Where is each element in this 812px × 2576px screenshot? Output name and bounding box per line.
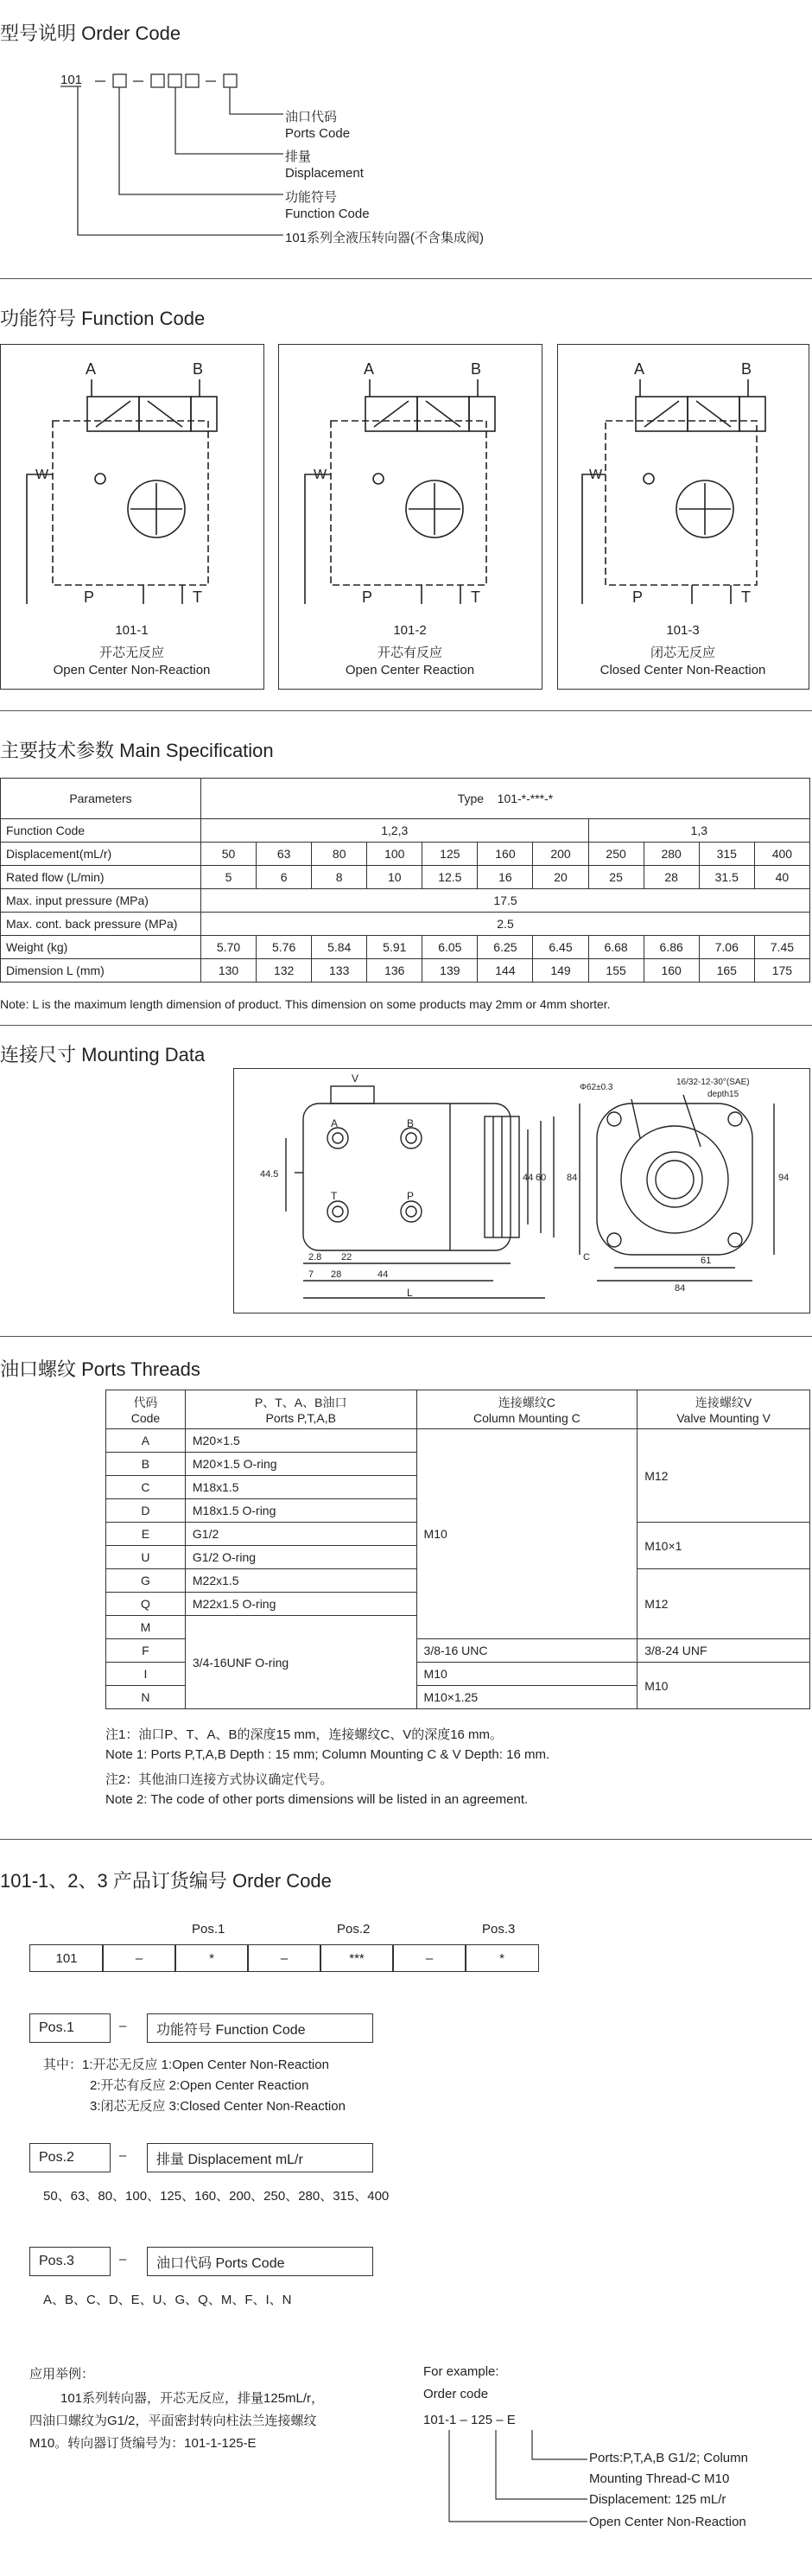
pos1-dash: – [119,2019,127,2033]
spec-cell: 6.25 [478,936,533,959]
dim-t: T [331,1190,338,1202]
port-label-t: T [193,588,202,606]
port-thread: G1/2 O-ring [185,1546,416,1569]
spec-cell: 12.5 [422,866,478,889]
pos2-label: Pos.2 [29,2143,111,2172]
order-label-en-0: Ports Code [285,126,351,141]
ports-header-column: 连接螺纹C Column Mounting C [416,1390,638,1429]
spec-cell: 6.86 [644,936,699,959]
ports-header-valve: 连接螺纹V Valve Mounting V [638,1390,810,1429]
dim-a: A [331,1117,339,1129]
order-series-label: 101系列全液压转向器(不含集成阀) [285,231,485,245]
function-box-2 [278,344,542,690]
spec-row-label: Dimension L (mm) [1,959,201,983]
spec-cell: 7.06 [699,936,754,959]
ports-note: Note 2: The code of other ports dimensions will be listed in an agreement. [105,1792,529,1807]
function-code-title: 功能符号 Function Code [0,308,206,329]
spec-cell: 40 [754,866,809,889]
spec-cell: 10 [367,866,422,889]
spec-cell: 139 [422,959,478,983]
pos1-line: 2:开芯有反应 2:Open Center Reaction [90,2078,309,2093]
port-label-p: P [84,588,95,606]
dim-44: 44 [377,1269,389,1280]
function-en-3: Closed Center Non-Reaction [599,663,766,677]
ports-header-code: 代码 Code [106,1390,186,1429]
order-title: 101-1、2、3 产品订货编号 Order Code [0,1870,332,1892]
spec-row-label: Displacement(mL/r) [1,843,201,866]
ports-table [105,1390,810,1709]
section-divider [0,278,812,279]
dim-61: 61 [701,1256,712,1266]
port-thread: M20×1.5 [185,1429,416,1453]
example-en-code: 101-1 – 125 – E [423,2413,516,2427]
port-code: I [106,1663,186,1686]
spec-cell: 175 [754,959,809,983]
port-code: M [106,1616,186,1639]
function-zh-2: 开芯有反应 [377,646,442,660]
port-label-a: A [634,360,645,378]
example-zh-title: 应用举例： [29,2367,95,2382]
dim-l: L [407,1287,413,1299]
spec-cell: 144 [478,959,533,983]
dim-b: B [407,1117,415,1129]
order-cell: * [465,1944,539,1972]
section-divider [0,1025,812,1026]
mounting-drawing [233,1068,810,1313]
dim-28: 28 [331,1269,342,1280]
port-label-t: T [471,588,480,606]
valve-thread: 3/8-24 UNF [638,1639,810,1663]
dim-depth: depth15 [707,1090,739,1099]
pos2-desc: 排量 Displacement mL/r [147,2143,373,2172]
port-label-w: W [314,467,327,482]
example-en-l2: Order code [423,2387,489,2401]
port-label-b: B [193,360,204,378]
dim-7: 7 [308,1269,314,1280]
example-ann: Ports:P,T,A,B G1/2; Column [589,2451,748,2465]
port-label-w: W [35,467,49,482]
dim-94: 94 [778,1173,790,1183]
spec-row-label: Max. input pressure (MPa) [1,889,201,913]
dim-c: C [583,1252,590,1263]
dim-84b: 84 [675,1283,686,1294]
order-code-prefix: 101 [60,73,83,87]
spec-cell: 136 [367,959,422,983]
function-box-1 [0,344,264,690]
order-cell: – [392,1944,466,1972]
section-divider [0,1839,812,1840]
port-thread: G1/2 [185,1523,416,1546]
order-label-zh-0: 油口代码 [285,110,338,124]
spec-cell: 315 [699,843,754,866]
order-label-zh-1: 排量 [285,149,312,164]
spec-cell: 20 [533,866,588,889]
spec-cell: 25 [588,866,644,889]
dim-phi62: Φ62±0.3 [580,1083,613,1092]
order-cell: – [102,1944,176,1972]
spec-cell: 6.68 [588,936,644,959]
port-code: B [106,1453,186,1476]
order-cell: – [247,1944,321,1972]
spec-row-label: Max. cont. back pressure (MPa) [1,913,201,936]
port-code: Q [106,1593,186,1616]
spec-cell: 1,2,3 [201,819,589,843]
port-label-p: P [362,588,373,606]
spec-cell: 400 [754,843,809,866]
port-code: A [106,1429,186,1453]
spec-cell: 155 [588,959,644,983]
example-zh-line: 四油口螺纹为G1/2，平面密封转向柱法兰连接螺纹 [29,2414,317,2428]
port-thread: M22x1.5 [185,1569,416,1593]
dim-2-8: 2.8 [308,1252,322,1263]
order-label-zh-2: 功能符号 [285,190,338,205]
spec-header-type: Type 101-*-***-* [201,779,810,819]
spec-cell: 5.84 [312,936,367,959]
valve-thread: M12 [638,1569,810,1639]
valve-thread: M10 [638,1663,810,1709]
spec-cell: 132 [257,959,312,983]
order-label-en-2: Function Code [285,207,370,221]
spec-cell: 31.5 [699,866,754,889]
spec-cell: 6.45 [533,936,588,959]
port-thread: M18x1.5 O-ring [185,1499,416,1523]
port-label-a: A [86,360,97,378]
example-ann: Open Center Non-Reaction [589,2515,746,2529]
port-code: E [106,1523,186,1546]
ports-title: 油口螺纹 Ports Threads [0,1358,200,1380]
port-code: G [106,1569,186,1593]
spec-cell: 6 [257,866,312,889]
spec-cell: 125 [422,843,478,866]
column-thread: 3/8-16 UNC [416,1639,638,1663]
port-label-b: B [741,360,752,378]
spec-cell: 133 [312,959,367,983]
example-zh-line: 101系列转向器，开芯无反应，排量125mL/r， [60,2391,325,2406]
spec-cell: 5.76 [257,936,312,959]
port-thread: M22x1.5 O-ring [185,1593,416,1616]
spec-title: 主要技术参数 Main Specification [0,740,274,761]
spec-cell: 16 [478,866,533,889]
pos3-values: A、B、C、D、E、U、G、Q、M、F、I、N [43,2293,292,2307]
pos-label-2: Pos.2 [337,1922,371,1937]
function-box-3 [557,344,809,690]
spec-cell: 280 [644,843,699,866]
pos1-line: 3:闭芯无反应 3:Closed Center Non-Reaction [90,2099,346,2114]
spec-cell: 130 [201,959,257,983]
order-label-en-1: Displacement [285,166,364,181]
port-label-p: P [632,588,644,606]
mounting-drawing-icon [234,1069,809,1313]
spec-table [0,778,810,983]
order-cell: *** [320,1944,394,1972]
dim-84: 84 [567,1173,578,1183]
spec-cell: 2.5 [201,913,810,936]
spec-cell: 28 [644,866,699,889]
spec-cell: 5.91 [367,936,422,959]
port-thread: 3/4-16UNF O-ring [185,1616,416,1709]
spec-header-params: Parameters [1,779,201,819]
order-code-diagram [0,0,812,259]
dim-60: 60 [536,1173,547,1183]
spec-cell: 100 [367,843,422,866]
port-label-b: B [471,360,482,378]
valve-thread: M10×1 [638,1523,810,1569]
pos-label-3: Pos.3 [482,1922,516,1937]
port-thread: M18x1.5 [185,1476,416,1499]
spec-cell: 7.45 [754,936,809,959]
spec-cell: 160 [478,843,533,866]
pos3-label: Pos.3 [29,2247,111,2276]
spec-row-label: Function Code [1,819,201,843]
port-code: C [106,1476,186,1499]
spec-cell: 80 [312,843,367,866]
port-label-w: W [589,467,603,482]
pos3-desc: 油口代码 Ports Code [147,2247,373,2276]
spec-row-label: Rated flow (L/min) [1,866,201,889]
dim-spline: 16/32-12-30°(SAE) [676,1078,750,1087]
order-cell: 101 [29,1944,104,1972]
dim-p: P [407,1190,415,1202]
function-en-2: Open Center Reaction [345,663,475,677]
pos2-dash: – [119,2148,127,2163]
pos1-line: 其中：1:开芯无反应 1:Open Center Non-Reaction [43,2058,329,2072]
pos1-label: Pos.1 [29,2013,111,2043]
port-label-t: T [741,588,751,606]
dim-44v: 44 [523,1173,534,1183]
pos-label-1: Pos.1 [192,1922,225,1937]
column-thread: M10×1.25 [416,1686,638,1709]
valve-thread: M12 [638,1429,810,1523]
ports-note: 注1：油口P、T、A、B的深度15 mm，连接螺纹C、V的深度16 mm。 [105,1727,504,1742]
spec-cell: 165 [699,959,754,983]
function-code-1: 101-1 [115,623,149,638]
section-divider [0,1336,812,1337]
ports-header-ports: P、T、A、B油口 Ports P,T,A,B [185,1390,416,1429]
spec-cell: 160 [644,959,699,983]
function-code-3: 101-3 [666,623,700,638]
spec-cell: 6.05 [422,936,478,959]
function-zh-3: 闭芯无反应 [650,646,715,660]
order-code-title: 型号说明 Order Code [0,22,181,44]
dim-44-5: 44.5 [260,1169,279,1180]
mounting-title: 连接尺寸 Mounting Data [0,1044,206,1065]
example-zh-line: M10。转向器订货编号为：101-1-125-E [29,2436,257,2451]
ports-note: Note 1: Ports P,T,A,B Depth : 15 mm; Column Mounting C & V Depth: 16 mm. [105,1747,550,1762]
spec-cell: 200 [533,843,588,866]
spec-cell: 250 [588,843,644,866]
spec-cell: 8 [312,866,367,889]
spec-cell: 63 [257,843,312,866]
port-label-a: A [364,360,375,378]
function-en-1: Open Center Non-Reaction [53,663,211,677]
spec-cell: 5.70 [201,936,257,959]
port-code: N [106,1686,186,1709]
spec-cell: 50 [201,843,257,866]
example-ann: Mounting Thread-C M10 [589,2471,730,2486]
pos3-dash: – [119,2252,127,2267]
order-cell: * [174,1944,249,1972]
port-code: D [106,1499,186,1523]
column-thread: M10 [416,1663,638,1686]
ports-note: 注2：其他油口连接方式协议确定代号。 [105,1772,333,1787]
port-thread: M20×1.5 O-ring [185,1453,416,1476]
port-code: F [106,1639,186,1663]
port-code: U [106,1546,186,1569]
pos2-values: 50、63、80、100、125、160、200、250、280、315、400 [43,2189,390,2204]
function-code-2: 101-2 [393,623,427,638]
spec-cell: 17.5 [201,889,810,913]
function-zh-1: 开芯无反应 [98,646,164,660]
spec-note: Note: L is the maximum length dimension of product. This dimension on some products may 2mm or 4mm shorter. [0,997,611,1011]
section-divider [0,710,812,711]
example-ann: Displacement: 125 mL/r [589,2492,726,2507]
spec-row-label: Weight (kg) [1,936,201,959]
dim-v: V [352,1072,359,1084]
example-en-l1: For example: [423,2364,499,2379]
spec-cell: 5 [201,866,257,889]
column-thread: M10 [416,1429,638,1639]
spec-cell: 149 [533,959,588,983]
spec-cell: 1,3 [588,819,809,843]
dim-22: 22 [341,1252,352,1263]
pos1-desc: 功能符号 Function Code [147,2013,373,2043]
